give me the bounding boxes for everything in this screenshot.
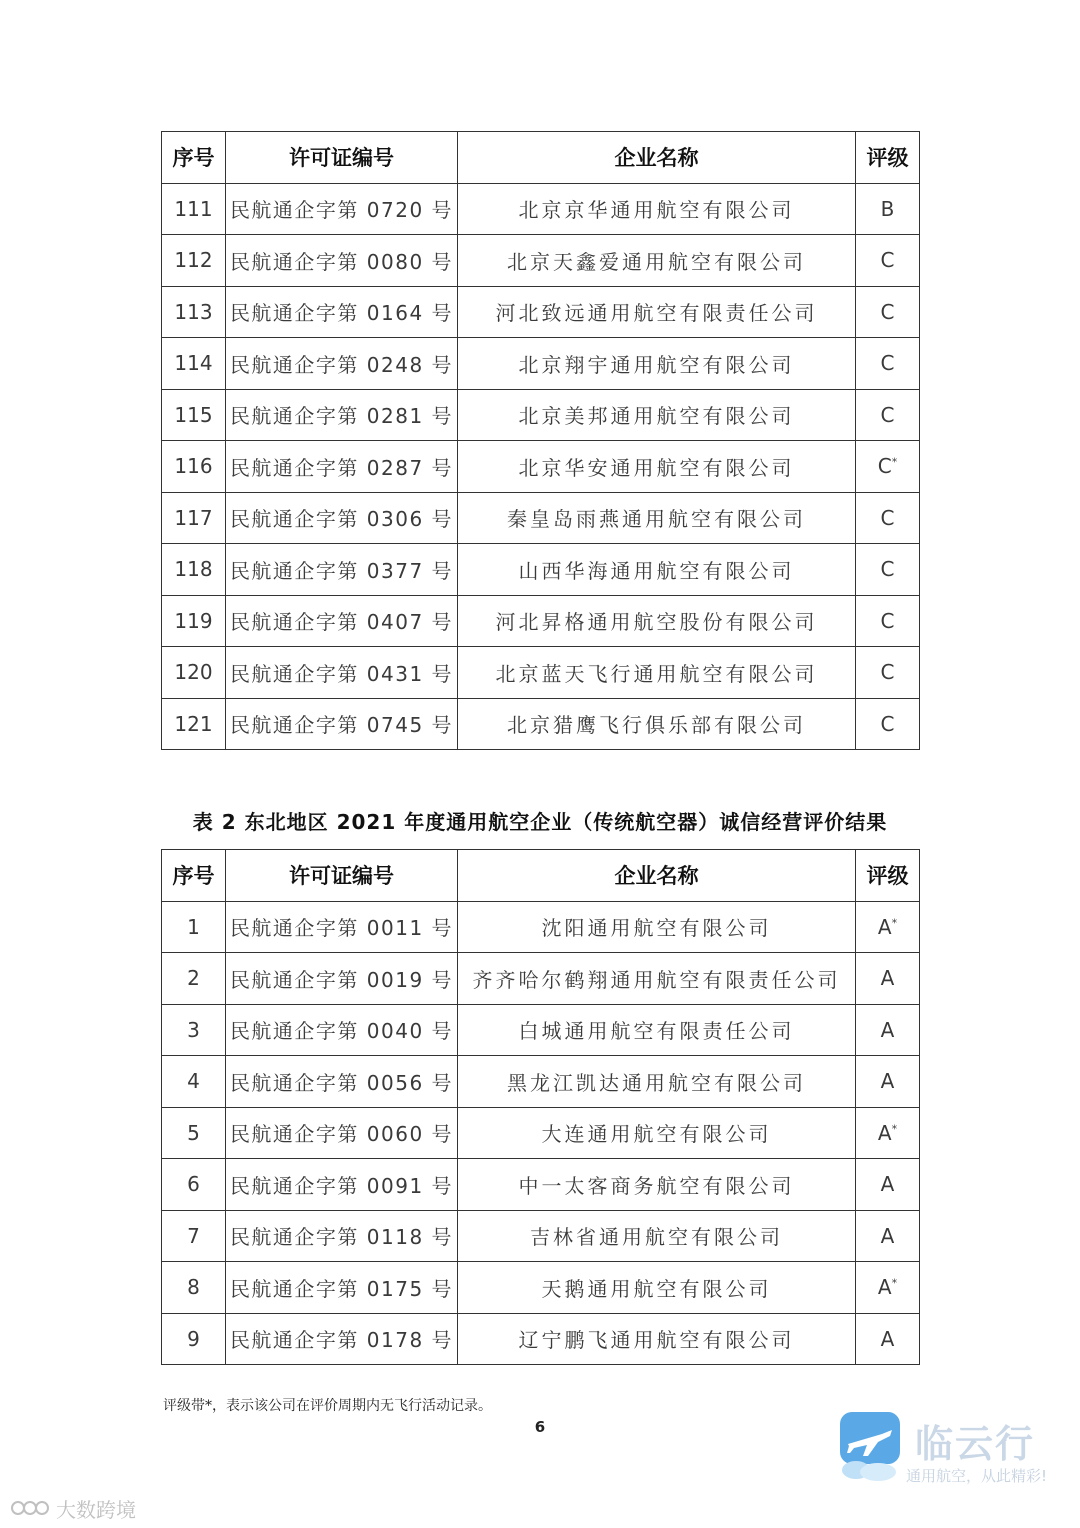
company-cell-text: 齐齐哈尔鹤翔通用航空有限责任公司: [472, 967, 841, 992]
rating-cell-text: C: [880, 660, 895, 685]
license-cell-text: 民航通企字第 0745 号: [229, 713, 454, 738]
rating-cell-text: A: [880, 1223, 895, 1248]
seq-cell: [162, 544, 226, 596]
license-cell-text: 民航通企字第 0248 号: [229, 352, 454, 377]
rating-cell: [856, 698, 920, 750]
seq-cell: [162, 1159, 226, 1211]
license-cell-text: 民航通企字第 0178 号: [229, 1328, 454, 1353]
rating-cell-text: B: [880, 196, 895, 221]
rating-cell: [856, 953, 920, 1005]
table-row: [162, 338, 920, 390]
license-cell: [226, 441, 458, 493]
license-cell-text: 民航通企字第 0431 号: [229, 661, 454, 686]
company-cell: [458, 647, 856, 699]
rating-cell: [856, 544, 920, 596]
header-license: 许可证编号: [226, 132, 458, 184]
license-cell: [226, 1313, 458, 1365]
rating-cell: [856, 235, 920, 287]
company-cell: [458, 1210, 856, 1262]
table-row: [162, 1262, 920, 1314]
rating-cell: [856, 1210, 920, 1262]
company-cell: [458, 286, 856, 338]
seq-cell-text: 9: [187, 1326, 200, 1351]
license-cell-text: 民航通企字第 0306 号: [229, 507, 454, 532]
seq-cell: [162, 183, 226, 235]
company-cell: [458, 544, 856, 596]
table-2-body: [162, 901, 920, 1365]
company-cell-text: 白城通用航空有限责任公司: [518, 1019, 795, 1044]
license-cell-text: 民航通企字第 0118 号: [229, 1225, 454, 1250]
seq-cell-text: 6: [187, 1172, 200, 1197]
seq-cell: [162, 1262, 226, 1314]
page-number: 6: [534, 1418, 546, 1436]
rating-cell: [856, 338, 920, 390]
rating-cell-text: A: [880, 1017, 895, 1042]
license-cell-text: 民航通企字第 0377 号: [229, 558, 454, 583]
rating-cell: [856, 286, 920, 338]
company-cell: [458, 595, 856, 647]
seq-cell: [162, 492, 226, 544]
company-cell: [458, 1056, 856, 1108]
table-header-row: [162, 132, 920, 184]
rating-cell-text: C: [880, 299, 895, 324]
seq-cell-text: 8: [187, 1275, 200, 1300]
table-row: [162, 286, 920, 338]
rating-cell-text: C: [880, 608, 895, 633]
table-2: [161, 849, 920, 1365]
license-cell: [226, 647, 458, 699]
company-cell-text: 北京美邦通用航空有限公司: [518, 404, 795, 429]
seq-cell-text: 111: [174, 196, 213, 221]
seq-cell: [162, 953, 226, 1005]
license-cell: [226, 1262, 458, 1314]
rating-cell: [856, 1313, 920, 1365]
license-cell: [226, 338, 458, 390]
table-row: [162, 647, 920, 699]
rating-cell-text: A: [880, 1326, 895, 1351]
table-row: [162, 441, 920, 493]
rating-cell-text: C: [880, 505, 895, 530]
table-row: [162, 1159, 920, 1211]
table-row: [162, 492, 920, 544]
table-row: [162, 1004, 920, 1056]
rating-cell: [856, 1262, 920, 1314]
seq-cell-text: 7: [187, 1223, 200, 1248]
license-cell-text: 民航通企字第 0287 号: [229, 455, 454, 480]
table-row: [162, 953, 920, 1005]
seq-cell-text: 117: [174, 505, 213, 530]
table-1-body: [162, 183, 920, 750]
seq-cell: [162, 389, 226, 441]
rating-cell-text: A: [877, 914, 892, 939]
company-cell-text: 北京京华通用航空有限公司: [518, 198, 795, 223]
rating-cell: [856, 183, 920, 235]
seq-cell: [162, 1004, 226, 1056]
rating-cell: [856, 441, 920, 493]
license-cell-text: 民航通企字第 0060 号: [229, 1122, 454, 1147]
weibo-logo-icon: [10, 1495, 50, 1522]
airplane-cloud-logo-icon: [838, 1410, 902, 1486]
rating-cell: [856, 1056, 920, 1108]
seq-cell-text: 121: [174, 711, 213, 736]
seq-cell-text: 5: [187, 1120, 200, 1145]
license-cell: [226, 1210, 458, 1262]
header-seq: 序号: [162, 132, 226, 184]
rating-cell: [856, 389, 920, 441]
table-row: [162, 389, 920, 441]
table-row: [162, 595, 920, 647]
company-cell: [458, 1262, 856, 1314]
license-cell-text: 民航通企字第 0019 号: [229, 967, 454, 992]
rating-cell: [856, 1004, 920, 1056]
license-cell: [226, 1107, 458, 1159]
company-cell: [458, 1159, 856, 1211]
rating-cell-text: C: [880, 351, 895, 376]
seq-cell: [162, 235, 226, 287]
seq-cell: [162, 1313, 226, 1365]
company-cell-text: 秦皇岛雨燕通用航空有限公司: [507, 507, 806, 532]
license-cell-text: 民航通企字第 0720 号: [229, 198, 454, 223]
seq-cell-text: 116: [174, 454, 213, 479]
seq-cell-text: 114: [174, 351, 213, 376]
rating-cell: [856, 492, 920, 544]
company-cell: [458, 1107, 856, 1159]
table-row: [162, 235, 920, 287]
company-cell-text: 北京天鑫爱通用航空有限公司: [507, 249, 806, 274]
table-1: [161, 131, 920, 750]
company-cell-text: 大连通用航空有限公司: [541, 1122, 772, 1147]
table-row: [162, 1210, 920, 1262]
seq-cell: [162, 901, 226, 953]
company-cell: [458, 338, 856, 390]
company-cell: [458, 698, 856, 750]
header-license: 许可证编号: [226, 850, 458, 902]
header-company: 企业名称: [458, 132, 856, 184]
seq-cell-text: 115: [174, 402, 213, 427]
company-cell-text: 山西华海通用航空有限公司: [518, 558, 795, 583]
company-cell-text: 天鹅通用航空有限公司: [541, 1276, 772, 1301]
seq-cell: [162, 286, 226, 338]
company-cell-text: 吉林省通用航空有限公司: [530, 1225, 783, 1250]
seq-cell: [162, 698, 226, 750]
company-cell: [458, 183, 856, 235]
company-cell-text: 北京华安通用航空有限公司: [518, 455, 795, 480]
seq-cell-text: 118: [174, 557, 213, 582]
company-cell-text: 沈阳通用航空有限公司: [541, 916, 772, 941]
seq-cell: [162, 1056, 226, 1108]
rating-cell: [856, 1159, 920, 1211]
company-cell: [458, 441, 856, 493]
company-cell-text: 河北昇格通用航空股份有限公司: [495, 610, 818, 635]
company-cell-text: 辽宁鹏飞通用航空有限公司: [518, 1328, 795, 1353]
rating-cell: [856, 595, 920, 647]
rating-cell-text: C: [880, 557, 895, 582]
no-flight-mark: *: [891, 455, 898, 469]
header-company: 企业名称: [458, 850, 856, 902]
license-cell-text: 民航通企字第 0281 号: [229, 404, 454, 429]
rating-cell-text: C: [880, 711, 895, 736]
table-row: [162, 544, 920, 596]
seq-cell-text: 2: [187, 966, 200, 991]
watermark-slogan: 通用航空，从此精彩!: [906, 1467, 1048, 1485]
table-row: [162, 1056, 920, 1108]
license-cell: [226, 901, 458, 953]
license-cell: [226, 389, 458, 441]
rating-cell: [856, 647, 920, 699]
rating-cell-text: A: [877, 1120, 892, 1145]
no-flight-mark: *: [891, 916, 898, 930]
seq-cell: [162, 595, 226, 647]
watermark-brand: 临云行: [915, 1422, 1036, 1466]
seq-cell-text: 112: [174, 248, 213, 273]
license-cell: [226, 286, 458, 338]
seq-cell: [162, 338, 226, 390]
table-row: [162, 183, 920, 235]
license-cell: [226, 183, 458, 235]
license-cell: [226, 235, 458, 287]
no-flight-mark: *: [891, 1276, 898, 1290]
rating-cell-text: A: [880, 1069, 895, 1094]
table-row: [162, 1313, 920, 1365]
company-cell-text: 北京蓝天飞行通用航空有限公司: [495, 661, 818, 686]
header-rating: 评级: [856, 850, 920, 902]
rating-cell: [856, 1107, 920, 1159]
company-cell: [458, 389, 856, 441]
seq-cell-text: 119: [174, 608, 213, 633]
table-header-row: [162, 850, 920, 902]
company-cell-text: 河北致远通用航空有限责任公司: [495, 301, 818, 326]
license-cell-text: 民航通企字第 0056 号: [229, 1070, 454, 1095]
company-cell-text: 黑龙江凯达通用航空有限公司: [507, 1070, 806, 1095]
seq-cell: [162, 1107, 226, 1159]
table-row: [162, 1107, 920, 1159]
license-cell: [226, 1159, 458, 1211]
company-cell: [458, 235, 856, 287]
seq-cell-text: 3: [187, 1017, 200, 1042]
company-cell: [458, 1004, 856, 1056]
seq-cell-text: 4: [187, 1069, 200, 1094]
license-cell: [226, 544, 458, 596]
rating-cell-text: A: [880, 1172, 895, 1197]
license-cell: [226, 492, 458, 544]
license-cell: [226, 595, 458, 647]
company-cell-text: 北京翔宇通用航空有限公司: [518, 352, 795, 377]
table-row: [162, 901, 920, 953]
rating-cell-text: A: [877, 1275, 892, 1300]
license-cell-text: 民航通企字第 0091 号: [229, 1173, 454, 1198]
seq-cell-text: 120: [174, 660, 213, 685]
license-cell-text: 民航通企字第 0407 号: [229, 610, 454, 635]
table-row: [162, 698, 920, 750]
rating-cell-text: C: [877, 454, 892, 479]
company-cell: [458, 901, 856, 953]
license-cell: [226, 953, 458, 1005]
seq-cell: [162, 1210, 226, 1262]
rating-cell-text: C: [880, 248, 895, 273]
table-2-caption: 表 2 东北地区 2021 年度通用航空企业（传统航空器）诚信经营评价结果: [192, 810, 888, 834]
header-rating: 评级: [856, 132, 920, 184]
company-cell: [458, 492, 856, 544]
seq-cell: [162, 441, 226, 493]
license-cell: [226, 1056, 458, 1108]
license-cell: [226, 1004, 458, 1056]
seq-cell-text: 113: [174, 299, 213, 324]
company-cell: [458, 953, 856, 1005]
header-seq: 序号: [162, 850, 226, 902]
license-cell: [226, 698, 458, 750]
company-cell-text: 中一太客商务航空有限公司: [518, 1173, 795, 1198]
rating-cell: [856, 901, 920, 953]
license-cell-text: 民航通企字第 0080 号: [229, 249, 454, 274]
watermark-left-text: 大数跨境: [56, 1498, 136, 1522]
watermark-left: [10, 1494, 136, 1523]
company-cell: [458, 1313, 856, 1365]
rating-cell-text: A: [880, 966, 895, 991]
license-cell-text: 民航通企字第 0011 号: [229, 916, 454, 941]
company-cell-text: 北京猎鹰飞行俱乐部有限公司: [507, 713, 806, 738]
seq-cell-text: 1: [187, 914, 200, 939]
footnote: 评级带*，表示该公司在评价周期内无飞行活动记录。: [163, 1398, 492, 1414]
license-cell-text: 民航通企字第 0040 号: [229, 1019, 454, 1044]
license-cell-text: 民航通企字第 0164 号: [229, 301, 454, 326]
no-flight-mark: *: [891, 1122, 898, 1136]
seq-cell: [162, 647, 226, 699]
rating-cell-text: C: [880, 402, 895, 427]
license-cell-text: 民航通企字第 0175 号: [229, 1276, 454, 1301]
